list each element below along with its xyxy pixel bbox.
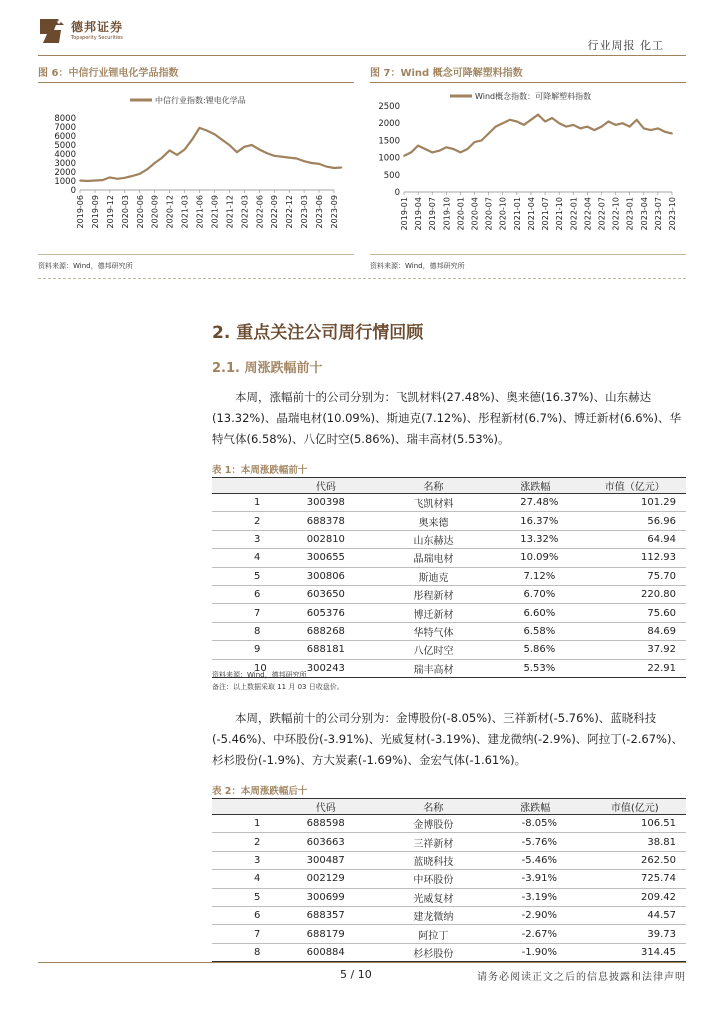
- x-tick-label: 2021-03: [180, 195, 190, 229]
- data-point: [146, 168, 148, 170]
- table1: [212, 477, 686, 678]
- data-point: [161, 157, 163, 159]
- market-cap-cell: 112.93: [584, 549, 686, 567]
- market-cap-cell: 262.50: [584, 851, 686, 869]
- data-point: [102, 179, 104, 181]
- data-point: [657, 127, 659, 129]
- data-point: [608, 121, 610, 123]
- data-point: [565, 126, 567, 128]
- rank-cell: 3: [212, 530, 272, 548]
- name-cell: 八亿时空: [380, 641, 487, 659]
- footer-divider: [38, 962, 686, 963]
- x-tick-label: 2020-07: [484, 197, 494, 231]
- data-point: [488, 133, 490, 135]
- code-cell: 688357: [272, 906, 380, 924]
- data-point: [333, 167, 335, 169]
- change-cell: -1.90%: [487, 943, 584, 961]
- data-point: [502, 122, 504, 124]
- data-point: [431, 152, 433, 154]
- data-point: [311, 162, 313, 164]
- x-tick-label: 2021-12: [225, 195, 235, 229]
- series-line: [404, 115, 672, 156]
- y-tick-label: 2500: [378, 102, 400, 112]
- change-cell: -8.05%: [487, 815, 584, 833]
- x-tick-label: 2019-09: [90, 195, 100, 229]
- data-point: [516, 121, 518, 123]
- data-point: [509, 119, 511, 121]
- data-point: [326, 166, 328, 168]
- data-point: [544, 121, 546, 123]
- figure-divider: [38, 278, 686, 279]
- rank-cell: 8: [212, 622, 272, 640]
- code-cell: 300806: [272, 567, 380, 585]
- change-cell: 5.86%: [487, 641, 584, 659]
- market-cap-cell: 220.80: [584, 585, 686, 603]
- data-point: [116, 178, 118, 180]
- data-point: [445, 146, 447, 148]
- table1-header-row: [212, 478, 686, 494]
- table-row: [212, 833, 686, 851]
- data-point: [594, 129, 596, 131]
- rank-cell: 3: [212, 851, 272, 869]
- market-cap-cell: 101.29: [584, 494, 686, 512]
- table-row: [212, 888, 686, 906]
- legend-label: Wind概念指数：可降解塑料指数: [475, 92, 592, 101]
- data-point: [229, 144, 231, 146]
- name-cell: 瑞丰高材: [380, 659, 487, 677]
- x-tick-label: 2022-04: [583, 197, 593, 231]
- table2-header: 涨跌幅: [487, 799, 584, 815]
- figure7-chart: [370, 84, 686, 252]
- name-cell: 蓝晓科技: [380, 851, 487, 869]
- data-point: [586, 126, 588, 128]
- data-point: [131, 175, 133, 177]
- x-tick-label: 2020-12: [165, 195, 175, 229]
- data-point: [273, 155, 275, 157]
- data-point: [551, 117, 553, 119]
- y-tick-label: 1500: [378, 136, 400, 147]
- x-tick-label: 2023-10: [668, 197, 677, 231]
- data-point: [109, 177, 111, 179]
- rank-cell: 5: [212, 888, 272, 906]
- name-cell: 斯迪克: [380, 567, 487, 585]
- table2-header: [212, 799, 272, 815]
- x-tick-label: 2021-06: [195, 195, 205, 229]
- rank-cell: 8: [212, 943, 272, 961]
- table1-header: 市值（亿元）: [584, 478, 686, 494]
- figure6-source: 资料来源：Wind，德邦研究所: [38, 262, 133, 270]
- data-point: [530, 119, 532, 121]
- market-cap-cell: 38.81: [584, 833, 686, 851]
- market-cap-cell: 37.92: [584, 641, 686, 659]
- x-tick-label: 2021-04: [526, 197, 536, 231]
- table-row: [212, 851, 686, 869]
- data-point: [206, 130, 208, 132]
- section-heading: 2. 重点关注公司周行情回顾: [212, 323, 424, 343]
- market-cap-cell: 22.91: [584, 659, 686, 677]
- code-cell: 688181: [272, 641, 380, 659]
- code-cell: 300699: [272, 888, 380, 906]
- data-point: [281, 156, 283, 158]
- figure6-top-rule: [38, 82, 354, 83]
- data-point: [124, 177, 126, 179]
- code-cell: 002129: [272, 870, 380, 888]
- data-point: [288, 157, 290, 159]
- change-cell: 6.60%: [487, 604, 584, 622]
- table-row: [212, 549, 686, 567]
- figure6-bottom-rule: [38, 254, 354, 255]
- change-cell: -5.46%: [487, 851, 584, 869]
- y-tick-label: 6000: [54, 132, 76, 142]
- market-cap-cell: 75.70: [584, 567, 686, 585]
- x-tick-label: 2023-09: [330, 195, 339, 229]
- rank-cell: 1: [212, 815, 272, 833]
- figure7-source: 资料来源：Wind，德邦研究所: [370, 262, 465, 270]
- data-point: [243, 146, 245, 148]
- table1-note: 备注：以上数据采取 11 月 03 日收盘价。: [212, 683, 344, 691]
- data-point: [139, 173, 141, 175]
- change-cell: 6.58%: [487, 622, 584, 640]
- change-cell: -2.67%: [487, 925, 584, 943]
- code-cell: 688179: [272, 925, 380, 943]
- table-row: [212, 512, 686, 530]
- name-cell: 彤程新材: [380, 585, 487, 603]
- data-point: [467, 148, 469, 150]
- data-point: [481, 140, 483, 142]
- name-cell: 山东赫达: [380, 530, 487, 548]
- page-number: 5 / 10: [340, 968, 372, 981]
- data-point: [258, 149, 260, 151]
- data-point: [341, 167, 343, 169]
- table-row: [212, 530, 686, 548]
- data-point: [664, 131, 666, 133]
- data-point: [438, 150, 440, 152]
- code-cell: 600884: [272, 943, 380, 961]
- table1-header: 涨跌幅: [487, 478, 584, 494]
- name-cell: 中环股份: [380, 870, 487, 888]
- data-point: [523, 124, 525, 126]
- data-point: [79, 180, 81, 182]
- name-cell: 晶瑞电材: [380, 549, 487, 567]
- x-tick-label: 2022-01: [569, 197, 579, 231]
- code-cell: 300655: [272, 549, 380, 567]
- table-row: [212, 925, 686, 943]
- table-row: [212, 815, 686, 833]
- table2-header: 市值(亿元): [584, 799, 686, 815]
- change-cell: 27.48%: [487, 494, 584, 512]
- table-row: [212, 943, 686, 961]
- data-point: [236, 151, 238, 153]
- data-point: [579, 127, 581, 129]
- subsection-heading: 2.1. 周涨跌幅前十: [212, 361, 323, 376]
- table1-source: 资料来源：Wind，德邦研究所: [212, 671, 307, 679]
- rank-cell: 10: [212, 659, 272, 677]
- data-point: [176, 154, 178, 156]
- rank-cell: 6: [212, 585, 272, 603]
- code-cell: 688598: [272, 815, 380, 833]
- logo-text-cn: 德邦证券: [71, 20, 124, 34]
- rank-cell: 4: [212, 870, 272, 888]
- data-point: [296, 158, 298, 160]
- data-point: [537, 114, 539, 116]
- data-point: [87, 180, 89, 182]
- code-cell: 300398: [272, 494, 380, 512]
- x-tick-label: 2020-03: [120, 195, 130, 229]
- change-cell: -5.76%: [487, 833, 584, 851]
- x-tick-label: 2022-03: [240, 195, 250, 229]
- x-tick-label: 2020-10: [498, 197, 508, 231]
- x-tick-label: 2023-04: [639, 197, 649, 231]
- name-cell: 飞凯材料: [380, 494, 487, 512]
- data-point: [303, 160, 305, 162]
- figure6-chart: [38, 84, 354, 252]
- table-row: [212, 870, 686, 888]
- rank-cell: 5: [212, 567, 272, 585]
- data-point: [191, 139, 193, 141]
- code-cell: 688268: [272, 622, 380, 640]
- name-cell: 奥来德: [380, 512, 487, 530]
- x-tick-label: 2021-09: [210, 195, 220, 229]
- data-point: [572, 124, 574, 126]
- legend-label: 中信行业指数:锂电化学品: [155, 96, 246, 105]
- y-tick-label: 1000: [54, 177, 76, 187]
- data-point: [417, 145, 419, 147]
- rank-cell: 6: [212, 906, 272, 924]
- series-line: [80, 128, 342, 181]
- data-point: [643, 127, 645, 129]
- y-tick-label: 2000: [54, 168, 76, 178]
- table2-title: 表 2：本周涨跌幅后十: [212, 786, 308, 797]
- rank-cell: 4: [212, 549, 272, 567]
- x-tick-label: 2020-04: [470, 197, 480, 231]
- x-tick-label: 2023-03: [300, 195, 310, 229]
- data-point: [94, 180, 96, 182]
- report-type: 行业周报 化工: [587, 39, 664, 52]
- data-point: [318, 163, 320, 165]
- x-tick-label: 2020-06: [135, 195, 145, 229]
- data-point: [460, 152, 462, 154]
- data-point: [650, 129, 652, 131]
- table-row: [212, 585, 686, 603]
- name-cell: 光威复材: [380, 888, 487, 906]
- table2-header: 代码: [272, 799, 380, 815]
- table1-title: 表 1：本周涨跌幅前十: [212, 465, 308, 476]
- code-cell: 002810: [272, 530, 380, 548]
- change-cell: 6.70%: [487, 585, 584, 603]
- name-cell: 华特气体: [380, 622, 487, 640]
- x-tick-label: 2019-07: [428, 197, 438, 231]
- data-point: [154, 162, 156, 164]
- table-row: [212, 567, 686, 585]
- gainers-paragraph: 本周，涨幅前十的公司分别为：飞凯材料(27.48%)、奥来德(16.37%)、山东赫达(13.32%)、晶瑞电材(10.09%)、斯迪克(7.12%)、彤程新材(6.7%)、博迁新材(6.6%)、华特气体(6.58%)、八亿时空(5.86%)、瑞丰高材(5.53%)。: [212, 390, 682, 446]
- table-row: [212, 906, 686, 924]
- data-point: [424, 148, 426, 150]
- table1-header: 名称: [380, 478, 487, 494]
- rank-cell: 7: [212, 604, 272, 622]
- change-cell: -2.90%: [487, 906, 584, 924]
- x-tick-label: 2020-01: [456, 197, 466, 231]
- table1-header: 代码: [272, 478, 380, 494]
- name-cell: 杉杉股份: [380, 943, 487, 961]
- x-tick-label: 2021-10: [555, 197, 565, 231]
- y-tick-label: 0: [394, 188, 400, 198]
- logo-text-en: Topsperity Securities: [71, 35, 123, 41]
- rank-cell: 2: [212, 833, 272, 851]
- rank-cell: 7: [212, 925, 272, 943]
- table-row: [212, 604, 686, 622]
- y-tick-label: 0: [70, 186, 76, 196]
- rank-cell: 9: [212, 641, 272, 659]
- change-cell: 10.09%: [487, 549, 584, 567]
- code-cell: 603663: [272, 833, 380, 851]
- y-tick-label: 3000: [54, 159, 76, 169]
- x-tick-label: 2022-07: [597, 197, 607, 231]
- name-cell: 金博股份: [380, 815, 487, 833]
- data-point: [495, 126, 497, 128]
- table-row: [212, 494, 686, 512]
- data-point: [221, 139, 223, 141]
- x-tick-label: 2022-10: [611, 197, 621, 231]
- x-tick-label: 2023-07: [653, 197, 663, 231]
- x-tick-label: 2019-06: [76, 195, 85, 229]
- data-point: [452, 148, 454, 150]
- market-cap-cell: 39.73: [584, 925, 686, 943]
- data-point: [558, 122, 560, 124]
- y-tick-label: 7000: [54, 123, 76, 133]
- figure7-bottom-rule: [370, 254, 686, 255]
- y-tick-label: 2000: [378, 119, 400, 130]
- x-tick-label: 2023-01: [625, 197, 635, 231]
- y-tick-label: 1000: [378, 153, 400, 164]
- y-tick-label: 4000: [54, 150, 76, 160]
- data-point: [671, 133, 673, 135]
- code-cell: 603650: [272, 585, 380, 603]
- x-tick-label: 2022-06: [255, 195, 265, 229]
- data-point: [199, 127, 201, 129]
- code-cell: 300487: [272, 851, 380, 869]
- x-tick-label: 2020-09: [150, 195, 160, 229]
- change-cell: 13.32%: [487, 530, 584, 548]
- market-cap-cell: 84.69: [584, 622, 686, 640]
- x-tick-label: 2019-12: [105, 195, 115, 229]
- y-tick-label: 500: [383, 170, 400, 181]
- market-cap-cell: 75.60: [584, 604, 686, 622]
- table1-header: [212, 478, 272, 494]
- code-cell: 605376: [272, 604, 380, 622]
- rank-cell: 2: [212, 512, 272, 530]
- data-point: [601, 126, 603, 128]
- disclaimer: 请务必阅读正文之后的信息披露和法律声明: [477, 972, 686, 983]
- name-cell: 博迁新材: [380, 604, 487, 622]
- data-point: [622, 122, 624, 124]
- change-cell: 16.37%: [487, 512, 584, 530]
- header-divider: [38, 55, 686, 56]
- market-cap-cell: 44.57: [584, 906, 686, 924]
- name-cell: 建龙微纳: [380, 906, 487, 924]
- y-tick-label: 8000: [54, 114, 76, 124]
- data-point: [636, 119, 638, 121]
- losers-paragraph: 本周，跌幅前十的公司分别为：金博股份(-8.05%)、三祥新材(-5.76%)、蓝晓科技(-5.46%)、中环股份(-3.91%)、光威复材(-3.19%)、建龙微纳(-2.9%)、阿拉丁(-2.67%)、杉杉股份(-1.9%)、方大炭素(-1.69%)、金宏气体(-1.61%)。: [212, 711, 683, 767]
- data-point: [403, 155, 405, 157]
- code-cell: 300243: [272, 659, 380, 677]
- data-point: [266, 152, 268, 154]
- figure7-top-rule: [370, 82, 686, 83]
- company-logo: [38, 16, 148, 50]
- market-cap-cell: 106.51: [584, 815, 686, 833]
- data-point: [184, 149, 186, 151]
- data-point: [474, 141, 476, 143]
- y-tick-label: 5000: [54, 141, 76, 151]
- x-tick-label: 2019-01: [400, 197, 409, 231]
- data-point: [410, 152, 412, 154]
- market-cap-cell: 209.42: [584, 888, 686, 906]
- change-cell: -3.19%: [487, 888, 584, 906]
- x-tick-label: 2021-07: [541, 197, 551, 231]
- data-point: [251, 144, 253, 146]
- table2-header-row: [212, 799, 686, 815]
- change-cell: 5.53%: [487, 659, 584, 677]
- table-row: [212, 622, 686, 640]
- market-cap-cell: 725.74: [584, 870, 686, 888]
- figure7-title: 图 7：Wind 概念可降解塑料指数: [370, 68, 523, 79]
- x-tick-label: 2019-04: [414, 197, 424, 231]
- x-tick-label: 2022-09: [270, 195, 280, 229]
- x-tick-label: 2022-12: [285, 194, 295, 229]
- x-tick-label: 2021-01: [512, 197, 522, 231]
- rank-cell: 1: [212, 494, 272, 512]
- table-row: [212, 641, 686, 659]
- table2: [212, 798, 686, 962]
- data-point: [214, 133, 216, 135]
- data-point: [169, 150, 171, 152]
- market-cap-cell: 314.45: [584, 943, 686, 961]
- data-point: [615, 124, 617, 126]
- name-cell: 阿拉丁: [380, 925, 487, 943]
- name-cell: 三祥新材: [380, 833, 487, 851]
- code-cell: 688378: [272, 512, 380, 530]
- x-tick-label: 2019-10: [442, 197, 452, 231]
- market-cap-cell: 56.96: [584, 512, 686, 530]
- table2-header: 名称: [380, 799, 487, 815]
- change-cell: 7.12%: [487, 567, 584, 585]
- x-tick-label: 2023-06: [315, 195, 325, 229]
- data-point: [629, 126, 631, 128]
- logo-mark-icon: [38, 16, 68, 46]
- market-cap-cell: 64.94: [584, 530, 686, 548]
- figure6-title: 图 6：中信行业锂电化学品指数: [38, 68, 179, 79]
- change-cell: -3.91%: [487, 870, 584, 888]
